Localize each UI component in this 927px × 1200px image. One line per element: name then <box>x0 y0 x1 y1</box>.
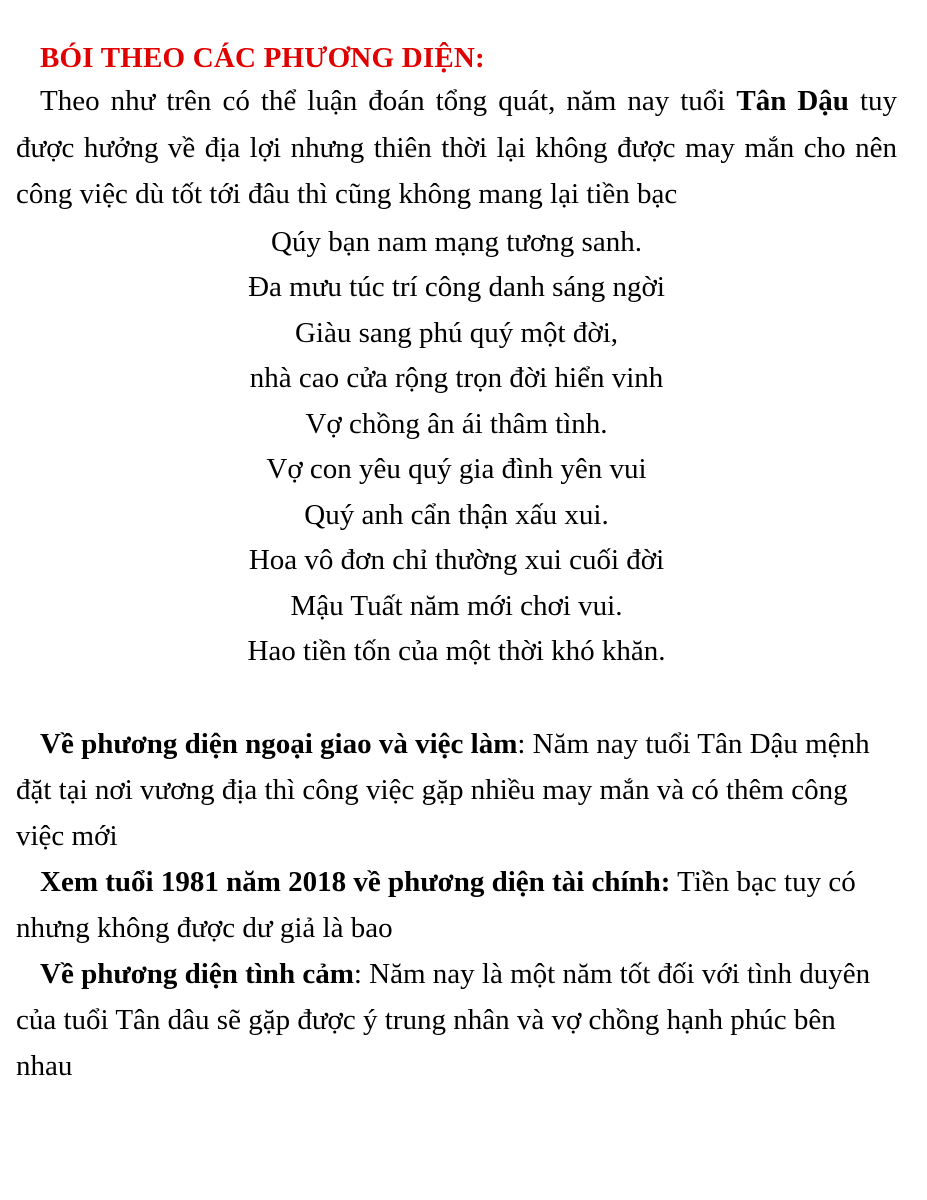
poem-line: Đa mưu túc trí công danh sáng ngời <box>248 271 665 303</box>
section-title: Về phương diện ngoại giao và việc làm <box>40 727 518 760</box>
intro-text-end: tuy được hưởng về địa lợi nhưng thiên thời lại không được may mắn cho nên công việc dù tốt tới đâu thì cũng không mang lại tiền bạc <box>16 85 897 210</box>
section-title: Xem tuổi 1981 năm 2018 về phương diện tài chính: <box>40 865 671 898</box>
section-finance <box>16 859 897 951</box>
intro-paragraph <box>16 78 897 218</box>
poem-line: Hao tiền tốn của một thời khó khăn. <box>247 635 666 667</box>
poem-line: Vợ chồng ân ái thâm tình. <box>305 407 608 440</box>
poem-line: Hoa vô đơn chỉ thường xui cuối đời <box>248 544 665 576</box>
section-body: : Năm nay là một năm tốt đối với tình duyên của tuổi Tân dâu sẽ gặp được ý trung nhân và vợ chồng hạnh phúc bên nhau <box>16 957 871 1082</box>
section-foreign-relations-work <box>16 721 897 859</box>
poem-line: Giàu sang phú quý một đời, <box>294 316 619 349</box>
poem-line: Quý anh cẩn thận xấu xui. <box>304 498 609 531</box>
poem-line: Vợ con yêu quý gia đình yên vui <box>266 453 647 485</box>
section-body: : Năm nay tuổi Tân Dậu mệnh đặt tại nơi vương địa thì công việc gặp nhiều may mắn và có thêm công việc mới <box>16 727 870 852</box>
blank-line <box>16 675 897 721</box>
poem-line: Qúy bạn nam mạng tương sanh. <box>271 225 642 258</box>
section-love <box>16 951 897 1089</box>
poem-line: Mậu Tuất năm mới chơi vui. <box>290 589 623 622</box>
intro-text-start: Theo như trên có thể luận đoán tổng quát, năm nay tuổi <box>40 85 737 117</box>
section-body: Tiền bạc tuy có nhưng không được dư giả là bao <box>16 865 856 944</box>
poem-line: nhà cao cửa rộng trọn đời hiển vinh <box>249 362 664 394</box>
poem <box>16 220 897 675</box>
page-heading: BÓI THEO CÁC PHƯƠNG DIỆN: <box>40 42 485 74</box>
section-title: Về phương diện tình cảm <box>40 957 354 990</box>
intro-bold-name: Tân Dậu <box>736 85 849 117</box>
